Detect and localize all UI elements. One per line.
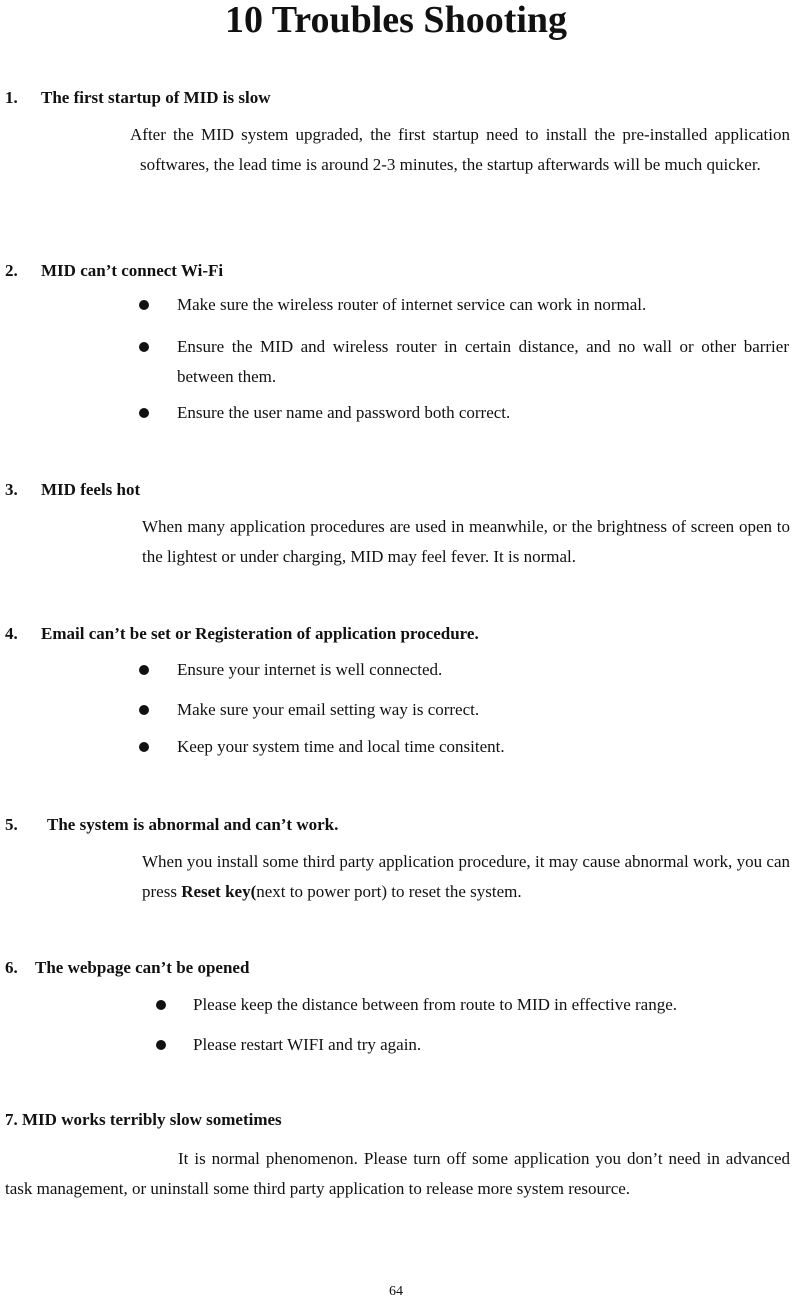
bullet-icon — [139, 742, 149, 752]
section-number: 4. — [5, 624, 18, 643]
paragraph-text: When you install some third party application procedure, it may cause abnormal work, you can press — [142, 852, 790, 901]
section-title: The system is abnormal and can’t work. — [47, 815, 339, 834]
bullet-icon — [156, 1000, 166, 1010]
bullet-text: Make sure your email setting way is correct. — [177, 700, 480, 719]
section-7-paragraph: It is normal phenomenon. Please turn off some application you don’t need in advanced task management, or uninstall some third party application to release more system resource. — [5, 1149, 790, 1198]
section-title: MID feels hot — [41, 480, 141, 499]
reset-key-label: Reset key( — [181, 881, 257, 901]
bullet-text: Keep your system time and local time consitent. — [177, 737, 505, 756]
section-title: MID can’t connect Wi-Fi — [41, 261, 224, 280]
bullet-icon — [156, 1040, 166, 1050]
bullet-text: Make sure the wireless router of internet service can work in normal. — [177, 295, 647, 314]
bullet-text: Ensure the MID and wireless router in certain distance, and no wall or other barrier between them. — [177, 337, 789, 386]
paragraph-text: next to power port) to reset the system. — [256, 881, 522, 901]
section-3-paragraph: When many application procedures are used in meanwhile, or the brightness of screen open to the lightest or under charging, MID may feel fever. It is normal. — [142, 517, 790, 566]
section-title: Email can’t be set or Registeration of application procedure. — [41, 624, 479, 643]
section-number: 2. — [5, 261, 18, 280]
bullet-icon — [139, 342, 149, 352]
section-title: 7. MID works terribly slow sometimes — [5, 1110, 282, 1129]
section-5-paragraph — [142, 847, 790, 906]
section-number: 6. — [5, 958, 18, 977]
page-number: 64 — [389, 1284, 403, 1299]
bullet-icon — [139, 408, 149, 418]
bullet-icon — [139, 705, 149, 715]
section-1-paragraph: After the MID system upgraded, the first startup need to install the pre-installed application softwares, the lead time is around 2-3 minutes, the startup afterwards will be much quicker. — [130, 125, 790, 174]
page-title: 10 Troubles Shooting — [224, 0, 568, 41]
section-number: 3. — [5, 480, 18, 499]
section-number: 1. — [5, 88, 18, 107]
bullet-text: Please restart WIFI and try again. — [193, 1035, 422, 1054]
bullet-text: Ensure your internet is well connected. — [177, 660, 443, 679]
bullet-text: Ensure the user name and password both correct. — [177, 403, 511, 422]
bullet-text: Please keep the distance between from route to MID in effective range. — [193, 995, 677, 1014]
section-number: 5. — [5, 815, 18, 834]
section-title: The webpage can’t be opened — [35, 958, 250, 977]
section-title: The first startup of MID is slow — [41, 88, 271, 107]
bullet-icon — [139, 665, 149, 675]
bullet-icon — [139, 300, 149, 310]
